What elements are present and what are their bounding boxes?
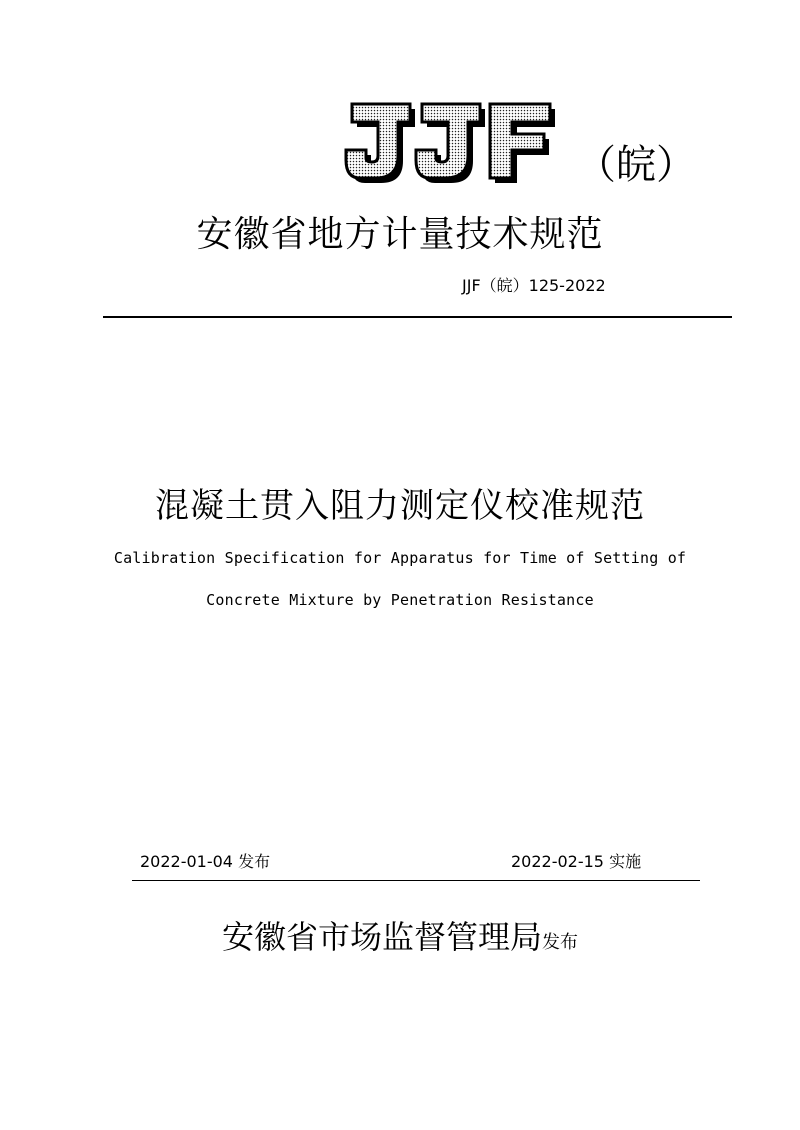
document-title-cn: 混凝土贯入阻力测定仪校准规范 xyxy=(155,486,645,526)
bottom-divider xyxy=(132,880,700,881)
publisher-suffix: 发布 xyxy=(542,932,578,953)
implementation-date: 2022-02-15 实施 xyxy=(511,852,642,871)
document-title-en-line2: Concrete Mixture by Penetration Resistance xyxy=(206,591,594,609)
document-number: JJF（皖）125-2022 xyxy=(462,276,606,295)
publisher-name: 安徽省市场监督管理局 xyxy=(221,918,542,956)
publisher-line xyxy=(0,916,800,958)
logo-suffix: （皖） xyxy=(576,142,696,188)
document-title-en-line1: Calibration Specification for Apparatus for Time of Setting of xyxy=(113,549,687,567)
issue-date: 2022-01-04 发布 xyxy=(140,852,271,871)
standard-category-title: 安徽省地方计量技术规范 xyxy=(196,214,604,255)
jjf-logo xyxy=(340,100,560,186)
top-divider xyxy=(103,316,732,318)
